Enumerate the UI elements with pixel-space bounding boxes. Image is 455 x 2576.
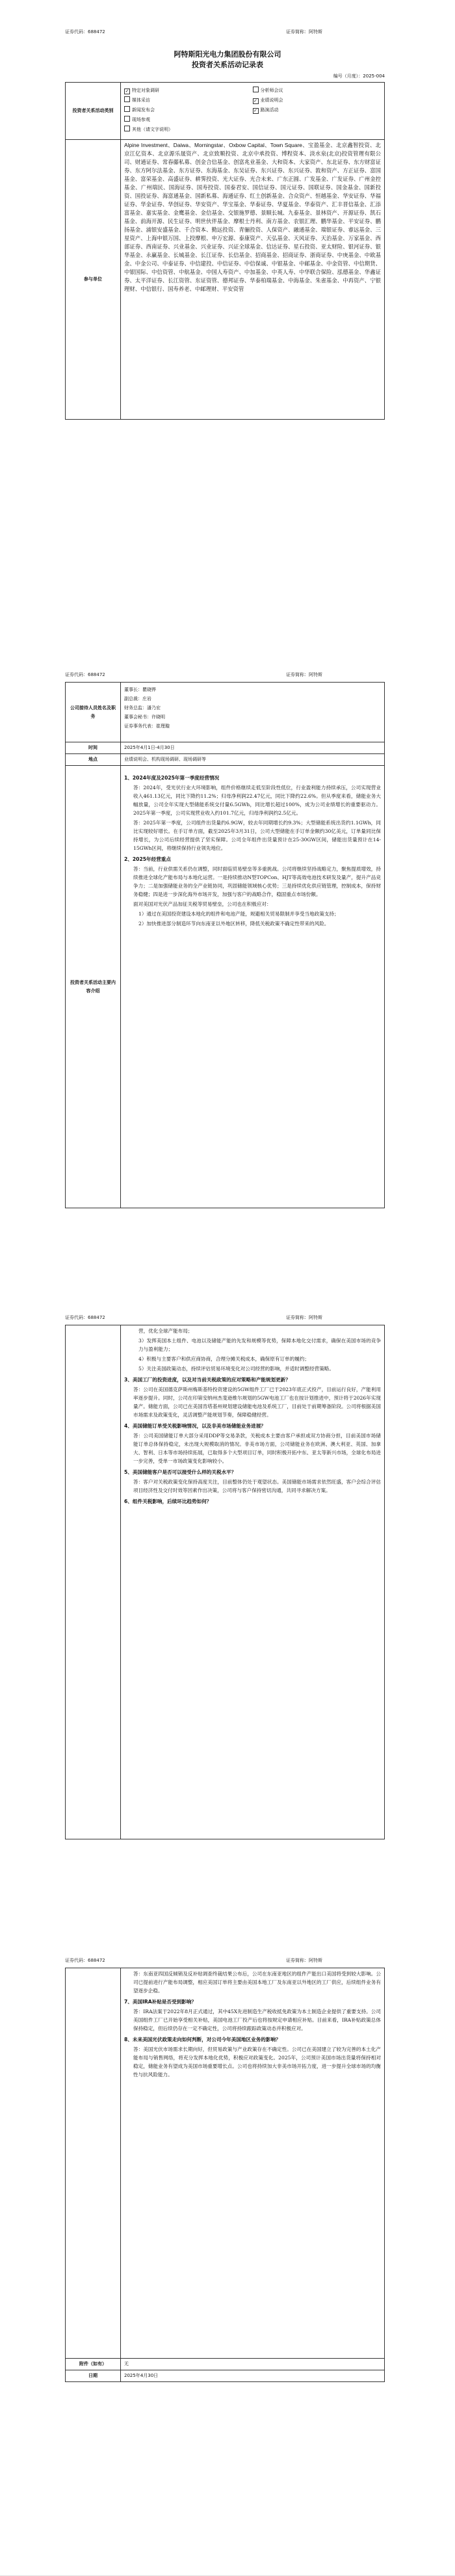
participants-list: Alpine Investment、Daiwa、Morningstar、Oxbow Capital、Town Square、宝盈基金、北京鑫智投资、北京江亿资本、北京源乐晟资产、北京致顺投资、北京中承投资、博程资本、淡水泉(北京)投资管理有限公司、财通证券、常春藤私募、创金合信基金、创富兆业基金、大和资本、大家资产、东北证券、东方财富证券、东方阿尔法基金、东方证券、东海基金、东吴证券、东兴证券、东兴证券、敦和资产、方正证券、富国基金、富荣基金、高盛证券、耕霁投资、光大证券、光合未来、广东正圆、广发基金、广发证券、广州金控基金、广州瑞民、国海证券、国寿投资、国泰君安、国信证券、国元证券、国联证券、国金基金、国新投资、国投证券、海富通基金、国新私募、海通证券、红土创新基金、合众资产、恒越基金、华安证券、华福证券、华金证券、华创证券、华安资产、华宝基金、华泰证券、华夏基金、华泰资产、汇丰晋信基金、汇添富基金、嘉实基金、金鹰基金、金信基金、交银施罗德、景顺长城、九泰基金、景林资产、开源证券、凯石基金、前海开源、民生证券、明世伙伴基金、摩根士丹利、南方基金、农银汇理、鹏华基金、平安证券、鹏扬基金、浦银安盛基金、千合资本、勤远投资、青骊投资、人保资产、融通基金、瑞银证券、睿远基金、三星资产、上海申银万国、上投摩根、申万宏源、泰康资产、天弘基金、天风证券、天治基金、万家基金、西部证券、西南证券、兴业基金、兴业证券、兴证全球基金、信达证券、星石投资、亚太财险、银河证券、银华基金、永赢基金、长城基金、长江证券、长信基金、招商基金、招商证券、浙商证券、中庚基金、中欧基金、中金公司、中泰证券、中信建投、中信证券、中信保诚、中银基金、中邮基金、中金资管、中信期货、中银国际、中信资管、中航基金、中国人寿资产、中加基金、中英人寿、中华联合保险、泓德基金、华鑫证券、太平洋证券、长江资管、东证资管、德邦证券、华泰柏瑞基金、中海基金、朱雀基金、中再资产、宁银理财、中信银行、国寿养老、中邮理财、平安资管: [121, 140, 385, 420]
record-table-p1: [65, 82, 385, 420]
answer-paragraph: 答：东南亚四国反倾销及反补贴调查终裁结果公布后，公司在东南亚地区的组件产能出口美国将受到较大影响。公司已提前进行产能布局调整，相应美国订单将主要由美国本地工厂及东南亚以外地区的工厂供应，后续组件业务有望逐步企稳。: [133, 1971, 381, 1994]
question-6: 6、组件关税影响，后续环比趋势如何？: [124, 1498, 212, 1504]
answer-paragraph: 答：当前，行业供需关系仍在调整，同时面临贸易壁垒等多重挑战。公司将继续坚持战略定力，聚焦提质增效，持续推进全球化产能布局与本地化运营。一是持续推动N型TOPCon、HJT等高效电池技术研发及量产，提升产品竞争力；二是加强储能业务的全产业链协同，巩固储能领域核心优势；三是持续优化供应链管理，控制成本，保持财务稳健；四是进一步深化海外市场开发，加强与客户的战略合作，稳固重点市场份额。: [133, 866, 381, 897]
activity-type-options: [121, 83, 385, 140]
stock-code: 证券代码：688472: [65, 672, 105, 677]
attachments-value: 无: [121, 2359, 385, 2370]
answer-item: 2）加快推进部分制造环节向东南亚以外地区转移，降低关税政策不确定性带来的风险。: [138, 921, 330, 927]
staff-item: 董事长：瞿晓铧: [124, 687, 156, 692]
place-value: 业绩说明会、机构现场调研、现场调研等: [121, 754, 385, 766]
question-3: 3、美国工厂的投资进度，以及对当前关税政策的应对策略和产能规划更新？: [124, 1377, 291, 1383]
option-targeted-research: ✓ 特定对象调研: [125, 88, 159, 94]
time-label: 时间: [66, 742, 121, 754]
option-roadshow: ✓ 路演活动: [254, 107, 279, 113]
option-other: 其他（请文字说明）: [124, 126, 381, 134]
activity-content-continued: [121, 1968, 385, 2359]
participants-label: 参与单位: [66, 140, 121, 420]
checkbox-empty-icon: [124, 116, 130, 122]
stock-name: 证券简称：阿特斯: [286, 29, 322, 34]
company-name: 阿特斯阳光电力集团股份有限公司: [174, 50, 281, 59]
answer-paragraph: 答：美国光伏市场需求长期向好，但贸易政策与产业政策存在不确定性。公司已在美国建立了较为完善的本土化产能布局与销售网络，将充分发挥本地化优势，积极应对政策变化。2025年，公司预计美国市场出货量将保持相对稳定，储能业务有望成为美国市场重要增长点。公司也将持续加大非美市场开拓力度，进一步提升全球市场的均衡性与抗风险能力。: [133, 2046, 381, 2078]
checkbox-empty-icon: [124, 96, 130, 102]
activity-type-label: 投资者关系活动类别: [66, 83, 121, 140]
staff-item: 副总裁：庄岩: [124, 696, 151, 701]
date-value: 2025年4月30日: [121, 2370, 385, 2382]
page-2: [0, 643, 455, 1286]
content-label-continued: [66, 1968, 121, 2359]
question-8: 8、未来美国光伏政策走向如何判断，对公司今年美国地区业务的影响？: [124, 2037, 281, 2042]
option-media-interview: 媒体采访: [124, 96, 253, 105]
page-4: [0, 1929, 455, 2576]
answer-item: 4）积极与主要客户和供应商协商，合理分摊关税成本，确保原有订单的履约；: [138, 1356, 310, 1362]
content-label-continued: [66, 1325, 121, 1839]
document-number: 编号（月度）：2025-004: [333, 74, 385, 79]
time-value: 2025年4月1日-4月30日: [121, 742, 385, 754]
content-label: 投资者关系活动主要内容介绍: [66, 766, 121, 1208]
option-analyst-meeting: 分析师会议: [253, 87, 382, 95]
option-earnings-call: ✓ 业绩说明会: [254, 98, 283, 103]
activity-content: [121, 766, 385, 1208]
record-table-p2: [65, 682, 385, 1208]
place-label: 地点: [66, 754, 121, 766]
record-title: 投资者关系活动记录表: [192, 61, 263, 69]
page-3: [0, 1286, 455, 1929]
answer-paragraph: 答：IRA法案于2022年8月正式通过，其中45X先进制造生产税收抵免政策为本土制造企业提供了重要支持。公司美国组件工厂已开始享受相关补贴，美国电池工厂投产后也将按规定申请相应补贴。目前来看，IRA补贴政策总体保持稳定，但后续仍存在一定不确定性，公司将持续跟踪政策动态并积极应对。: [133, 2009, 381, 2031]
answer-item: 5）关注美国政策动态，持续评估贸易环境变化对公司经营的影响，并适时调整经营策略。: [138, 1366, 334, 1372]
page-1: [0, 0, 455, 644]
stock-code: 证券代码：688472: [65, 1315, 105, 1320]
answer-paragraph: 答：客户对关税政策变化保持高度关注，目前整体仍处于观望状态。美国储能市场需求依然旺盛，客户会综合评估项目经济性及交付时效等因素作出决策，公司将与客户保持密切沟通，共同寻求解决方案。: [133, 1479, 381, 1493]
answer-item: 3）发挥美国本土组件、电池以及储能产能的先发和规模等优势，保障本地化交付需求，确保在美国市场的竞争力与盈利能力；: [138, 1338, 381, 1352]
option-press-conference: 新闻发布会: [124, 106, 253, 115]
checkbox-empty-icon: [124, 126, 130, 131]
record-table-p4: [65, 1968, 385, 2382]
staff-item: 董事会秘书：许晓明: [124, 714, 165, 720]
checkbox-checked-icon: ✓: [254, 108, 257, 113]
staff-list: [121, 683, 385, 742]
question-2: 2、2025年经营重点: [124, 856, 171, 862]
record-table-p3: [65, 1325, 385, 1839]
option-site-visit: 现场参观: [124, 116, 253, 124]
date-label: 日期: [66, 2370, 121, 2382]
document-title: [0, 49, 455, 70]
stock-code: 证券代码：688472: [65, 1958, 105, 1963]
checkbox-checked-icon: ✓: [125, 88, 129, 94]
answer-paragraph: 答：2024年，受光伏行业大环境影响，组件价格继续走低至阶段性低位，行业盈利能力持续承压，公司实现营业收入461.13亿元，同比下降约11.2%；归母净利润22.47亿元，同比下降约22.6%。但从季度来看，储能业务大幅放量，公司全年实现大型储能系统交付量6.5GWh，同比增长超过100%，成为公司业绩增长的重要驱动力。2025年第一季度，公司实现营业收入约101.7亿元，归母净利润约2.5亿元。: [133, 785, 381, 816]
checkbox-empty-icon: [124, 106, 130, 112]
answer-paragraph: 面对美国对光伏产品加征关税等贸易壁垒，公司也在积极应对：: [133, 901, 272, 907]
stock-code: 证券代码：688472: [65, 29, 105, 34]
question-4: 4、美国储能订单受关税影响情况，以及非美市场储能业务进展？: [124, 1423, 266, 1429]
staff-label: 公司接待人员姓名及职务: [66, 683, 121, 742]
stock-name: 证券简称：阿特斯: [286, 1958, 322, 1963]
question-5: 5、美国储能客户是否可以接受什么样的关税水平？: [124, 1469, 237, 1475]
staff-item: 财务总监：潘乃宏: [124, 705, 161, 711]
attachments-label: 附件（如有）: [66, 2359, 121, 2370]
checkbox-checked-icon: ✓: [254, 98, 257, 103]
checkbox-empty-icon: [253, 87, 259, 92]
answer-paragraph: 答：2025年第一季度，公司组件出货量约6.9GW，较去年同期增长约9.3%；大型储能系统出货约1.1GWh，同比实现较好增长。在手订单方面，截至2025年3月31日，公司大型储能在手订单金额约30亿美元，订单量同比保持增长，为公司后续经营提供了坚实保障。公司全年组件出货量预计在25-30GW区间，储能出货量预计在14-15GWh区间，将继续保持行业领先地位。: [133, 820, 381, 851]
answer-item: 营，优化全球产能布局；: [138, 1328, 193, 1334]
answer-item: 1）通过在美国投资建设本地化的组件和电池产能，规避相关贸易限制并享受当地政策支持；: [138, 911, 339, 917]
stock-name: 证券简称：阿特斯: [286, 672, 322, 677]
staff-item: 证券事务代表：崔理璇: [124, 724, 170, 729]
question-1: 1、2024年度及2025年第一季度经营情况: [124, 775, 220, 781]
activity-content-continued: [121, 1325, 385, 1839]
stock-name: 证券简称：阿特斯: [286, 1315, 322, 1320]
answer-paragraph: 答：公司在美国德克萨斯州梅斯基特投资建设的5GW组件工厂已于2023年底正式投产，目前运行良好，产能利用率逐步提升。同时，公司在印第安纳州杰斐逊维尔规划的5GW电池工厂也在按计划推进中，预计将于2026年实现量产。储能方面，公司已在美国肯塔基州规划建设储能电池及系统工厂，目前处于前期筹备阶段。公司将根据美国市场需求及政策变化，灵活调整产能规划节奏，保障稳健经营。: [133, 1387, 381, 1418]
question-7: 7、美国IRA补贴是否受到影响？: [124, 1999, 196, 2005]
answer-paragraph: 答：公司美国储能订单大部分采用DDP等交易条款，关税成本主要由客户承担或双方协商分担，目前美国市场储能订单总体保持稳定，未出现大规模取消的情况。非美市场方面，公司储能业务在欧洲、澳大利亚、英国、加拿大、智利、日本等市场持续拓展，已取得多个大型项目订单，同时积极开拓中东、亚太等新兴市场，全球化布局进一步完善，受单一市场政策变化影响较小。: [133, 1433, 381, 1464]
